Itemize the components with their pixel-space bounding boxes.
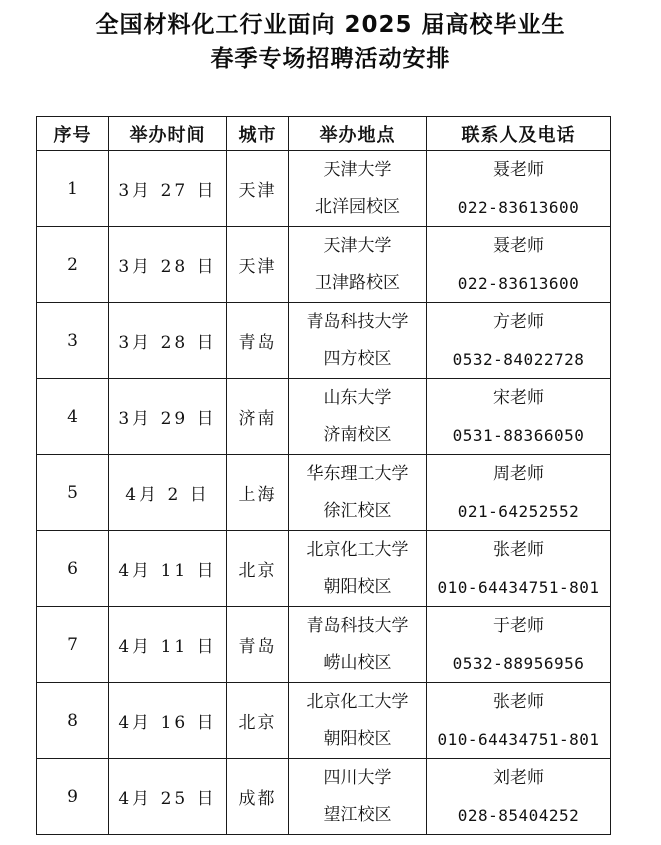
row-no: 9 xyxy=(37,759,109,835)
venue-school: 北京化工大学 xyxy=(306,539,409,560)
row-contact xyxy=(427,379,611,455)
row-no: 3 xyxy=(37,303,109,379)
header-row xyxy=(37,117,611,151)
row-no: 4 xyxy=(37,379,109,455)
venue-school: 天津大学 xyxy=(323,159,392,180)
contact-name: 聂老师 xyxy=(493,159,544,180)
venue-school: 北京化工大学 xyxy=(306,691,409,712)
row-city: 上海 xyxy=(227,455,289,531)
contact-name: 于老师 xyxy=(493,615,544,636)
row-date: 4月 11 日 xyxy=(109,531,227,607)
row-contact xyxy=(427,227,611,303)
venue-campus: 崂山校区 xyxy=(323,652,392,673)
row-venue xyxy=(289,607,427,683)
row-no: 6 xyxy=(37,531,109,607)
row-no: 1 xyxy=(37,151,109,227)
table-row xyxy=(37,151,611,227)
venue-campus: 济南校区 xyxy=(323,424,392,445)
contact-name: 聂老师 xyxy=(493,235,544,256)
row-no: 5 xyxy=(37,455,109,531)
venue-school: 四川大学 xyxy=(323,767,392,788)
venue-campus: 北洋园校区 xyxy=(315,196,400,217)
contact-phone: 022-83613600 xyxy=(457,197,580,217)
row-contact xyxy=(427,607,611,683)
table-row xyxy=(37,227,611,303)
row-contact xyxy=(427,303,611,379)
venue-campus: 朝阳校区 xyxy=(323,728,392,749)
header-time: 举办时间 xyxy=(109,117,227,151)
contact-phone: 0532-84022728 xyxy=(452,349,585,369)
row-venue xyxy=(289,151,427,227)
contact-name: 张老师 xyxy=(493,539,544,560)
venue-school: 青岛科技大学 xyxy=(306,311,409,332)
row-city: 天津 xyxy=(227,227,289,303)
row-date: 4月 25 日 xyxy=(109,759,227,835)
row-date: 3月 28 日 xyxy=(109,227,227,303)
row-city: 北京 xyxy=(227,683,289,759)
row-date: 3月 27 日 xyxy=(109,151,227,227)
contact-name: 周老师 xyxy=(493,463,544,484)
row-city: 青岛 xyxy=(227,303,289,379)
venue-school: 华东理工大学 xyxy=(306,463,409,484)
row-contact xyxy=(427,455,611,531)
row-city: 天津 xyxy=(227,151,289,227)
table-row xyxy=(37,607,611,683)
row-date: 4月 16 日 xyxy=(109,683,227,759)
header-contact: 联系人及电话 xyxy=(427,117,611,151)
row-city: 济南 xyxy=(227,379,289,455)
contact-phone: 028-85404252 xyxy=(457,805,580,825)
contact-phone: 0532-88956956 xyxy=(452,653,585,673)
row-venue xyxy=(289,379,427,455)
venue-school: 山东大学 xyxy=(323,387,392,408)
contact-phone: 021-64252552 xyxy=(457,501,580,521)
row-date: 4月 2 日 xyxy=(109,455,227,531)
table-row xyxy=(37,455,611,531)
venue-school: 青岛科技大学 xyxy=(306,615,409,636)
row-city: 成都 xyxy=(227,759,289,835)
row-venue xyxy=(289,531,427,607)
venue-campus: 四方校区 xyxy=(323,348,392,369)
row-no: 7 xyxy=(37,607,109,683)
contact-phone: 022-83613600 xyxy=(457,273,580,293)
row-city: 青岛 xyxy=(227,607,289,683)
row-no: 2 xyxy=(37,227,109,303)
row-date: 3月 29 日 xyxy=(109,379,227,455)
header-city: 城市 xyxy=(227,117,289,151)
contact-name: 刘老师 xyxy=(493,767,544,788)
row-venue xyxy=(289,759,427,835)
contact-name: 宋老师 xyxy=(493,387,544,408)
venue-campus: 徐汇校区 xyxy=(323,500,392,521)
row-contact xyxy=(427,151,611,227)
row-date: 4月 11 日 xyxy=(109,607,227,683)
row-venue xyxy=(289,303,427,379)
venue-school: 天津大学 xyxy=(323,235,392,256)
venue-campus: 朝阳校区 xyxy=(323,576,392,597)
document-title xyxy=(0,8,661,76)
row-city: 北京 xyxy=(227,531,289,607)
row-date: 3月 28 日 xyxy=(109,303,227,379)
row-contact xyxy=(427,683,611,759)
table-row xyxy=(37,531,611,607)
row-venue xyxy=(289,227,427,303)
row-venue xyxy=(289,683,427,759)
row-contact xyxy=(427,759,611,835)
table-row xyxy=(37,303,611,379)
schedule-table xyxy=(36,116,611,835)
header-venue: 举办地点 xyxy=(289,117,427,151)
contact-name: 张老师 xyxy=(493,691,544,712)
table-row xyxy=(37,683,611,759)
contact-phone: 010-64434751-801 xyxy=(437,729,600,749)
title-line-1: 全国材料化工行业面向 2025 届高校毕业生 xyxy=(95,12,566,38)
title-line-2: 春季专场招聘活动安排 xyxy=(210,46,451,72)
header-no: 序号 xyxy=(37,117,109,151)
row-contact xyxy=(427,531,611,607)
table-row xyxy=(37,379,611,455)
contact-phone: 0531-88366050 xyxy=(452,425,585,445)
contact-name: 方老师 xyxy=(493,311,544,332)
table-row xyxy=(37,759,611,835)
contact-phone: 010-64434751-801 xyxy=(437,577,600,597)
row-venue xyxy=(289,455,427,531)
venue-campus: 望江校区 xyxy=(323,804,392,825)
venue-campus: 卫津路校区 xyxy=(315,272,400,293)
row-no: 8 xyxy=(37,683,109,759)
